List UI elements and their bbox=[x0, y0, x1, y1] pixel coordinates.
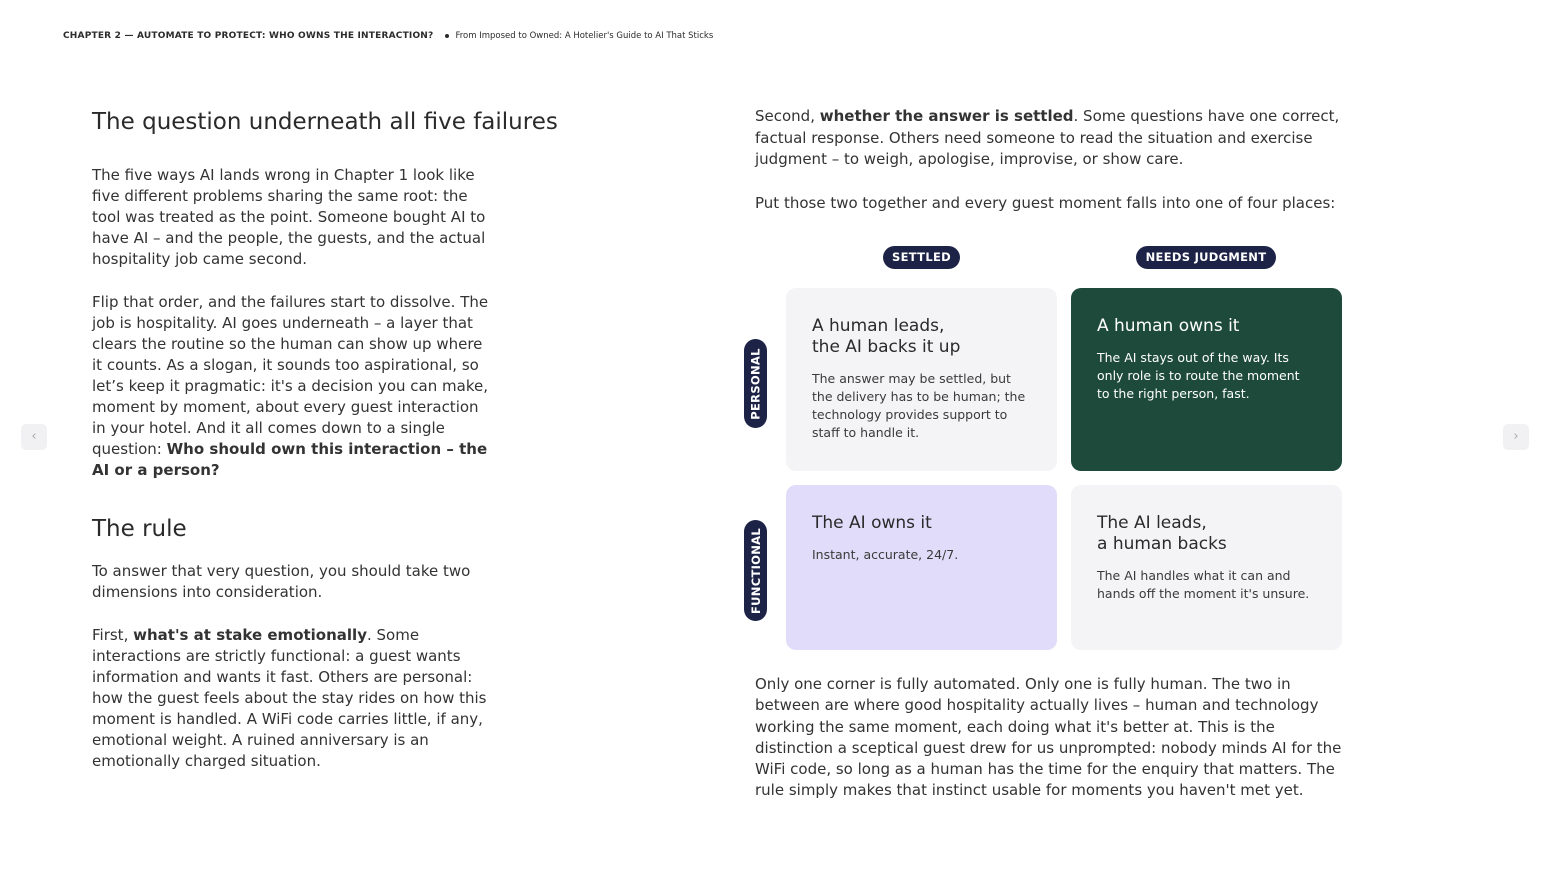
right-page-bottom bbox=[755, 674, 1355, 802]
cell-title: The AI leads, a human backs bbox=[1097, 513, 1227, 554]
cell-body: The answer may be settled, but the delivery has to be human; the technology provides support to staff to handle it. bbox=[812, 371, 1026, 440]
first-lead: First, bbox=[92, 626, 134, 644]
row-label-personal bbox=[744, 339, 767, 428]
row-label-functional bbox=[744, 520, 767, 621]
paragraph-five-ways: The five ways AI lands wrong in Chapter 1 look like five different problems sharing the same root: the tool was treated as the point. Someone bought AI to have AI – and the people, the guests, and the actual hospitality job came second. bbox=[92, 166, 486, 268]
column-label-settled: SETTLED bbox=[883, 246, 960, 269]
cell-body: The AI handles what it can and hands off the moment it's unsure. bbox=[1097, 568, 1310, 601]
row-label-personal-text: PERSONAL bbox=[748, 347, 763, 420]
chapter-title: CHAPTER 2 — AUTOMATE TO PROTECT: WHO OWNS THE INTERACTION? bbox=[63, 31, 434, 41]
paragraph-second-dimension bbox=[755, 106, 1355, 171]
first-dimension-term: what's at stake emotionally bbox=[133, 626, 367, 644]
cell-title: A human owns it bbox=[1097, 316, 1240, 336]
key-question: Who should own this interaction – the AI or a person? bbox=[92, 440, 488, 479]
section-heading-question: The question underneath all five failures bbox=[92, 109, 558, 135]
cell-body: Instant, accurate, 24/7. bbox=[812, 547, 959, 562]
running-header bbox=[63, 31, 713, 41]
cell-personal-judgment bbox=[1071, 288, 1342, 471]
separator-dot-icon bbox=[445, 34, 449, 38]
second-lead: Second, bbox=[755, 107, 820, 125]
chevron-right-icon: › bbox=[1513, 429, 1519, 444]
paragraph-flip-order bbox=[92, 292, 492, 481]
first-dimension-text: . Some interactions are strictly functional: a guest wants information and wants it fast. Others are personal: how the guest feels about the stay rides on how this moment is handled. A WiFi code carries little, if any, emotional weight. A ruined anniversary is an emotionally charged situation. bbox=[92, 626, 487, 770]
chevron-left-icon: ‹ bbox=[31, 429, 37, 444]
section-heading-rule: The rule bbox=[92, 516, 187, 542]
paragraph-flip-order-text: Flip that order, and the failures start to dissolve. The job is hospitality. AI goes underneath – a layer that clears the routine so the human can show up where it counts. As a slogan, it sounds too aspirational, so let’s keep it pragmatic: it's a decision you can make, moment by moment, about every guest interaction in your hotel. And it all comes down to a single question: bbox=[92, 293, 489, 458]
right-page-top bbox=[755, 106, 1355, 214]
paragraph-one-corner: Only one corner is fully automated. Only one is fully human. The two in between are where good hospitality actually lives – human and technology working the same moment, each doing what it's better at. This is the distinction a sceptical guest drew for us unprompted: nobody minds AI for the WiFi code, so long as a human has the time for the enquiry that matters. The rule simply makes that instinct usable for moments you haven't met yet. bbox=[755, 675, 1342, 800]
column-label-needs-judgment: NEEDS JUDGMENT bbox=[1136, 246, 1276, 269]
cell-title: The AI owns it bbox=[812, 513, 932, 533]
second-dimension-text: . Some questions have one correct, factual response. Others need someone to read the situation and exercise judgment – to weigh, apologise, improvise, or show care. bbox=[755, 107, 1340, 168]
cell-body: The AI stays out of the way. Its only role is to route the moment to the right person, fast. bbox=[1097, 350, 1300, 401]
cell-functional-settled bbox=[786, 485, 1057, 650]
next-page-button[interactable] bbox=[1503, 424, 1529, 450]
cell-personal-settled bbox=[786, 288, 1057, 471]
second-dimension-term: whether the answer is settled bbox=[819, 107, 1074, 125]
book-title: From Imposed to Owned: A Hotelier's Guide to AI That Sticks bbox=[455, 31, 714, 41]
paragraph-four-places: Put those two together and every guest moment falls into one of four places: bbox=[755, 193, 1336, 212]
paragraph-two-dimensions: To answer that very question, you should take two dimensions into consideration. bbox=[92, 562, 471, 601]
prev-page-button[interactable] bbox=[21, 424, 47, 450]
paragraph-first-dimension bbox=[92, 625, 492, 772]
left-page bbox=[92, 106, 558, 772]
cell-title: A human leads, the AI backs it up bbox=[812, 316, 961, 357]
row-label-functional-text: FUNCTIONAL bbox=[748, 527, 763, 614]
cell-functional-judgment bbox=[1071, 485, 1342, 650]
ownership-matrix bbox=[742, 246, 1346, 654]
